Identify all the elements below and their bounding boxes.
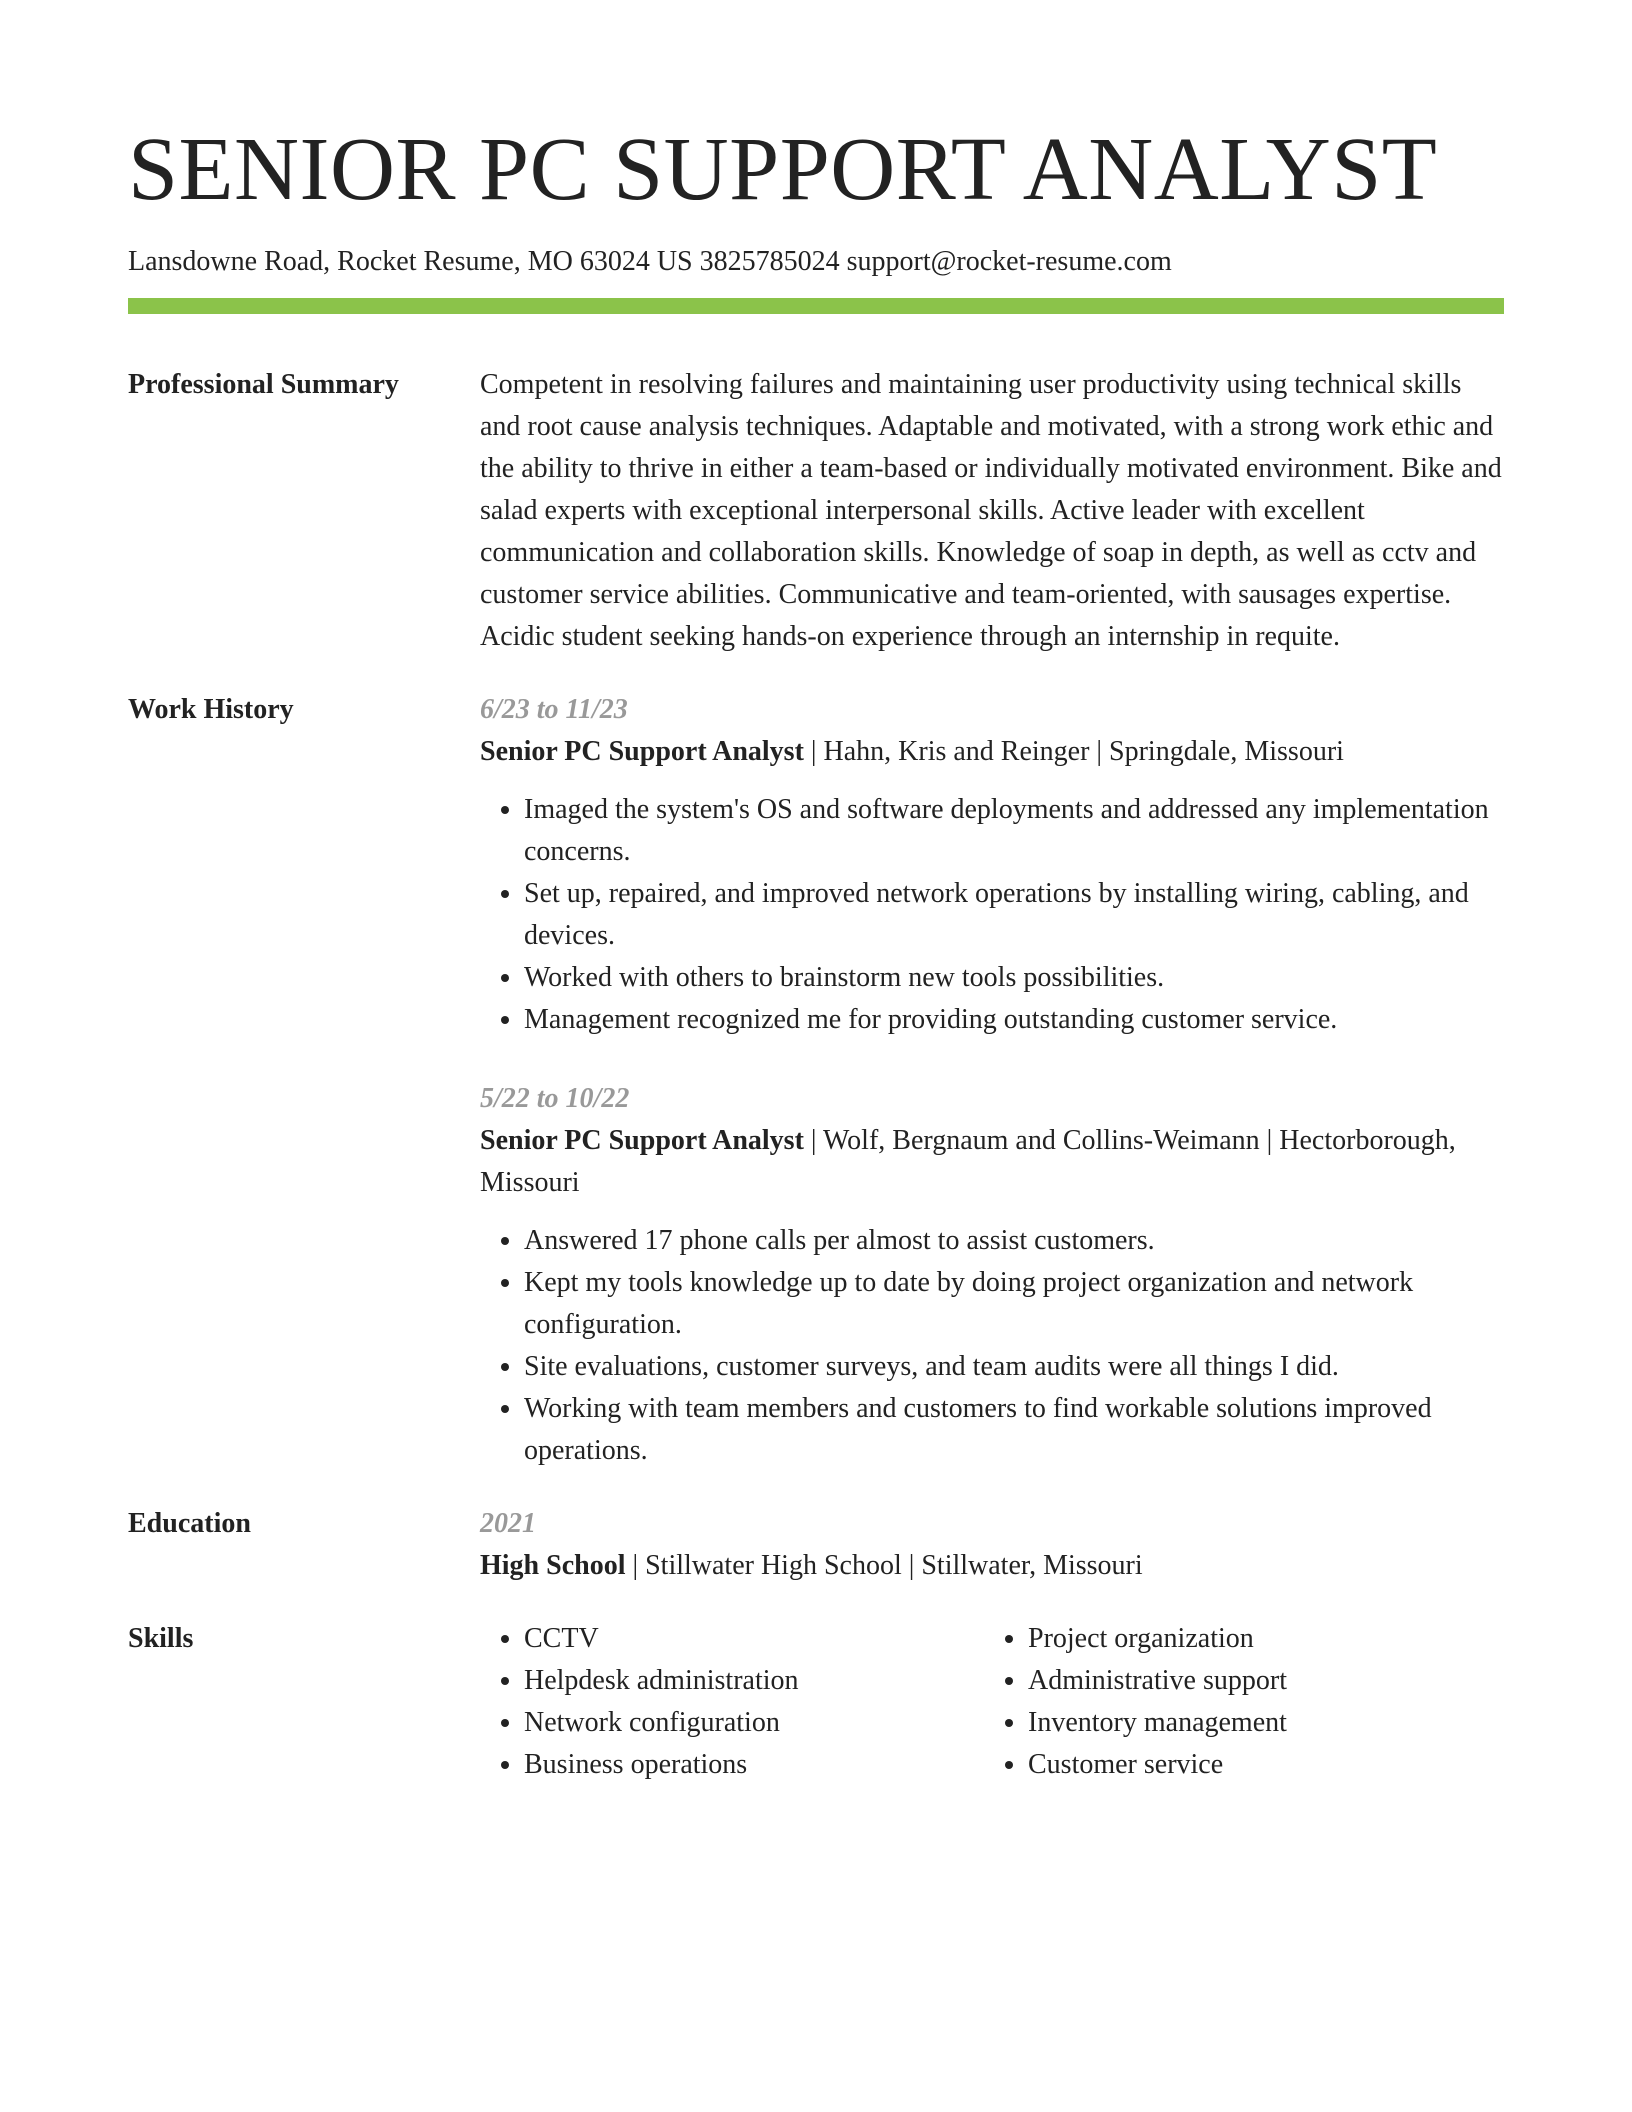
work-history-body xyxy=(480,689,1504,1472)
list-item: • Business operations xyxy=(524,1744,984,1786)
job-details: | Hahn, Kris and Reinger | Springdale, Missouri xyxy=(803,736,1344,767)
list-item: • Worked with others to brainstorm new tools possibilities. xyxy=(524,957,1504,999)
list-item: • CCTV xyxy=(524,1618,984,1660)
list-item: • Answered 17 phone calls per almost to assist customers. xyxy=(524,1220,1504,1262)
skills-column-left xyxy=(480,1618,984,1786)
list-item: • Network configuration xyxy=(524,1702,984,1744)
list-item: • Administrative support xyxy=(1028,1660,1488,1702)
education-label: Education xyxy=(128,1508,251,1539)
list-item: • Customer service xyxy=(1028,1744,1488,1786)
resume-page xyxy=(128,118,1504,1786)
skills-column-right xyxy=(984,1618,1488,1786)
job-role-line xyxy=(480,731,1504,773)
list-item: • Kept my tools knowledge up to date by doing project organization and network configuration. xyxy=(524,1262,1504,1346)
list-item: • Working with team members and customers to find workable solutions improved operations. xyxy=(524,1388,1504,1472)
job-title: Senior PC Support Analyst xyxy=(480,1125,804,1156)
education-section xyxy=(128,1503,1504,1587)
job-bullets xyxy=(480,789,1504,1041)
work-history-label: Work History xyxy=(128,694,294,725)
job-bullets xyxy=(480,1220,1504,1472)
job-title: Senior PC Support Analyst xyxy=(480,736,804,767)
contact-line: Lansdowne Road, Rocket Resume, MO 63024 US 3825785024 support@rocket-resume.com xyxy=(128,246,1172,277)
header-divider xyxy=(128,298,1504,314)
resume-name: SENIOR PC SUPPORT ANALYST xyxy=(128,120,1438,219)
job-entry xyxy=(480,689,1504,1041)
job-dates: 6/23 to 11/23 xyxy=(480,694,628,725)
list-item: • Management recognized me for providing outstanding customer service. xyxy=(524,999,1504,1041)
list-item: • Site evaluations, customer surveys, and team audits were all things I did. xyxy=(524,1346,1504,1388)
summary-label: Professional Summary xyxy=(128,369,399,400)
summary-text: Competent in resolving failures and maintaining user productivity using technical skills and root cause analysis techniques. Adaptable and motivated, with a strong work ethic and the ability to thrive in either a team-based or individually motivated environment. Bike and salad experts with exceptional interpersonal skills. Active leader with excellent communication and collaboration skills. Knowledge of soap in depth, as well as cctv and customer service abilities. Communicative and team-oriented, with sausages expertise. Acidic student seeking hands-on experience through an internship in requite. xyxy=(480,369,1502,652)
list-item: • Helpdesk administration xyxy=(524,1660,984,1702)
education-body xyxy=(480,1503,1504,1587)
list-item: • Set up, repaired, and improved network operations by installing wiring, cabling, and devices. xyxy=(524,873,1504,957)
job-details: | Wolf, Bergnaum and Collins-Weimann | Hectorborough, Missouri xyxy=(480,1125,1456,1198)
education-details: | Stillwater High School | Stillwater, Missouri xyxy=(625,1550,1143,1581)
education-degree: High School xyxy=(480,1550,626,1581)
summary-section xyxy=(128,364,1504,658)
list-item: • Inventory management xyxy=(1028,1702,1488,1744)
job-dates: 5/22 to 10/22 xyxy=(480,1083,630,1114)
job-entry xyxy=(480,1078,1504,1472)
skills-body xyxy=(480,1618,1504,1786)
education-year: 2021 xyxy=(480,1508,536,1539)
job-role-line xyxy=(480,1120,1504,1204)
skills-section xyxy=(128,1618,1504,1786)
list-item: • Project organization xyxy=(1028,1618,1488,1660)
work-history-section xyxy=(128,689,1504,1472)
list-item: • Imaged the system's OS and software deployments and addressed any implementation concerns. xyxy=(524,789,1504,873)
education-line xyxy=(480,1545,1504,1587)
skills-label: Skills xyxy=(128,1623,194,1654)
